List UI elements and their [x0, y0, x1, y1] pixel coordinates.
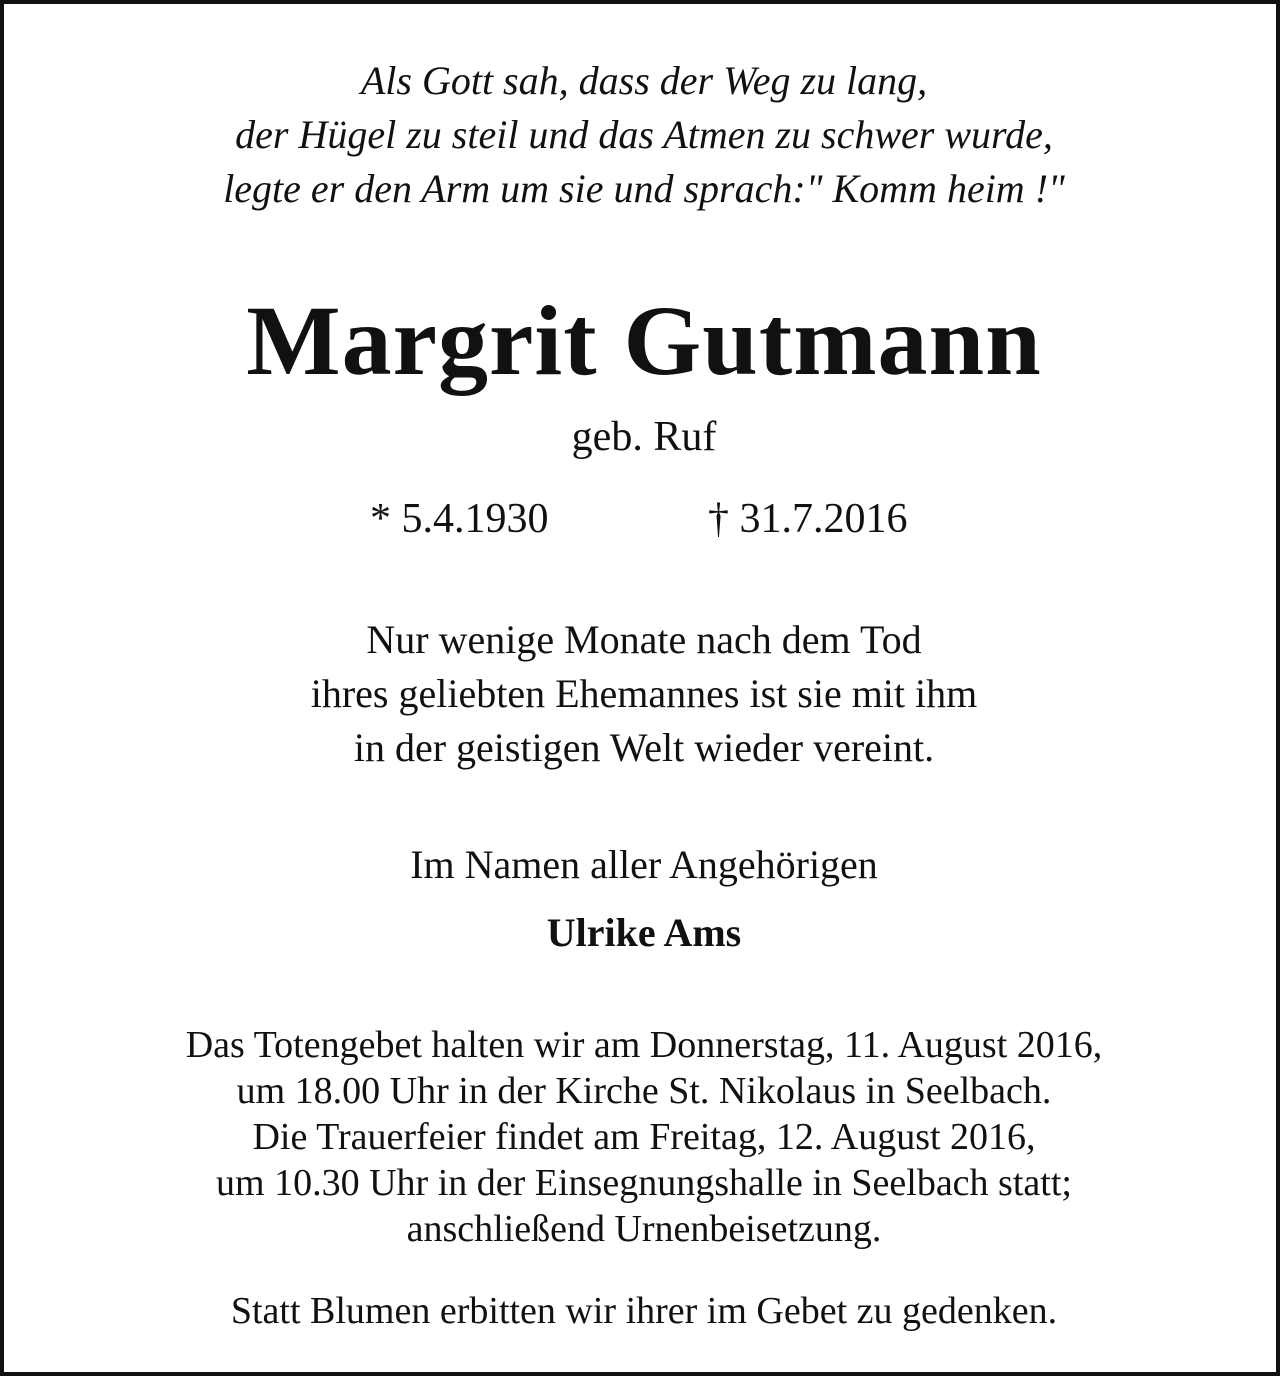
service-line: anschließend Urnenbeisetzung. — [406, 1208, 882, 1250]
service-line: Die Trauerfeier findet am Freitag, 12. August 2016, — [252, 1116, 1036, 1158]
poem-line: Als Gott sah, dass der Weg zu lang, — [360, 58, 928, 103]
message-line: in der geistigen Welt wieder vereint. — [353, 725, 935, 770]
signer-name: Ulrike Ams — [546, 910, 742, 955]
service-line: um 18.00 Uhr in der Kirche St. Nikolaus in Seelbach. — [236, 1070, 1052, 1112]
closing-line: Statt Blumen erbitten wir ihrer im Gebet zu gedenken. — [230, 1290, 1058, 1332]
poem-line: der Hügel zu steil und das Atmen zu schwer wurde, — [235, 112, 1053, 157]
birth-date: * 5.4.1930 — [370, 496, 549, 542]
death-date: † 31.7.2016 — [708, 496, 908, 542]
birth-name: geb. Ruf — [571, 414, 717, 460]
service-line: Das Totengebet halten wir am Donnerstag, 11. August 2016, — [185, 1024, 1103, 1066]
message-line: Nur wenige Monate nach dem Tod — [366, 617, 922, 662]
deceased-name: Margrit Gutmann — [246, 285, 1042, 396]
message-line: ihres geliebten Ehemannes ist sie mit ihm — [310, 671, 978, 716]
service-line: um 10.30 Uhr in der Einsegnungshalle in Seelbach statt; — [216, 1162, 1072, 1204]
poem-line: legte er den Arm um sie und sprach:" Komm heim !" — [223, 166, 1065, 211]
mourners-intro: Im Namen aller Angehörigen — [410, 842, 878, 887]
